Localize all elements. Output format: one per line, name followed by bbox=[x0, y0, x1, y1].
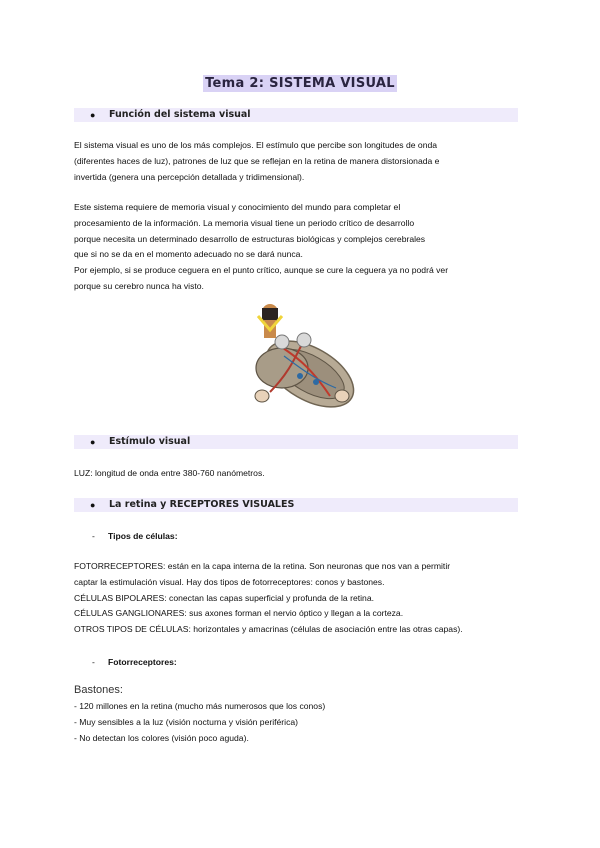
dash-icon: - bbox=[92, 657, 95, 667]
heading-retina bbox=[74, 498, 518, 512]
estimulo-paragraph bbox=[74, 466, 524, 482]
text-line: Por ejemplo, si se produce ceguera en el punto crítico, aunque se cure la ceguera ya no podrá ver bbox=[74, 265, 449, 276]
text-line: OTROS TIPOS DE CÉLULAS: horizontales y amacrinas (células de asociación entre las otras capas). bbox=[74, 624, 463, 635]
dash-icon: - bbox=[92, 531, 95, 541]
subheading-fotorreceptores-text: Fotorreceptores: bbox=[108, 657, 177, 667]
subheading-tipos bbox=[92, 529, 178, 543]
text-line: El sistema visual es uno de los más complejos. El estímulo que percibe son longitudes de onda bbox=[74, 140, 438, 150]
heading-estimulo bbox=[74, 435, 518, 449]
text-line: porque su cerebro nunca ha visto. bbox=[74, 280, 204, 291]
text-line: que si no se da en el momento adecuado no se dará nunca. bbox=[74, 249, 303, 260]
bullet-icon: ● bbox=[90, 437, 96, 447]
text-line: CÉLULAS BIPOLARES: conectan las capas superficial y profunda de la retina. bbox=[74, 592, 374, 603]
bastones-title: Bastones: bbox=[74, 684, 123, 696]
text-line: invertida (genera una percepción detallada y tridimensional). bbox=[74, 171, 305, 182]
bullet-icon: ● bbox=[90, 500, 96, 510]
text-line: (diferentes haces de luz), patrones de luz que se reflejan en la retina de manera distorsionada e bbox=[74, 155, 440, 166]
list-item: - No detectan los colores (visión poco aguda). bbox=[74, 732, 249, 743]
heading-funcion bbox=[74, 108, 518, 122]
text-line: Este sistema requiere de memoria visual y conocimiento del mundo para completar el bbox=[74, 202, 401, 212]
bullet-icon: ● bbox=[90, 110, 96, 120]
text-line: captar la estimulación visual. Hay dos tipos de fotorreceptores: conos y bastones. bbox=[74, 576, 385, 587]
bastones-list bbox=[74, 699, 524, 746]
heading-funcion-text: Función del sistema visual bbox=[109, 109, 251, 120]
subheading-tipos-text: Tipos de células: bbox=[108, 531, 178, 541]
tipos-paragraph bbox=[74, 559, 524, 638]
funcion-paragraph-1 bbox=[74, 138, 524, 185]
text-line: FOTORRECEPTORES: están en la capa interna de la retina. Son neuronas que nos van a permitir bbox=[74, 561, 451, 571]
text-line: procesamiento de la información. La memoria visual tiene un periodo crítico de desarrollo bbox=[74, 217, 415, 228]
text-line: LUZ: longitud de onda entre 380-760 nanómetros. bbox=[74, 468, 265, 478]
page-title-wrap bbox=[0, 74, 600, 92]
funcion-paragraph-2 bbox=[74, 200, 524, 295]
page-title: Tema 2: SISTEMA VISUAL bbox=[205, 76, 395, 91]
text-line: CÉLULAS GANGLIONARES: sus axones forman el nervio óptico y llegan a la corteza. bbox=[74, 608, 404, 619]
heading-retina-text: La retina y RECEPTORES VISUALES bbox=[109, 499, 295, 510]
subheading-fotorreceptores bbox=[92, 655, 177, 669]
heading-estimulo-text: Estímulo visual bbox=[109, 436, 191, 447]
visual-system-illustration bbox=[240, 296, 360, 416]
list-item: - 120 millones en la retina (mucho más numerosos que los conos) bbox=[74, 701, 326, 711]
list-item: - Muy sensibles a la luz (visión nocturna y visión periférica) bbox=[74, 716, 299, 727]
text-line: porque necesita un determinado desarrollo de estructuras biológicas y complejos cerebrales bbox=[74, 233, 426, 244]
